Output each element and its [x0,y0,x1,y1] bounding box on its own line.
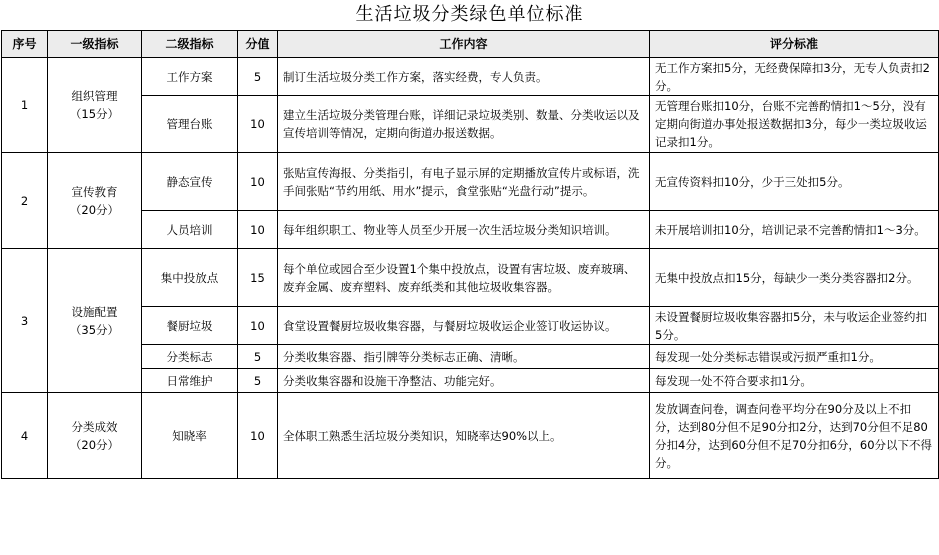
table-row [2,96,939,153]
item-content: 食堂设置餐厨垃圾收集容器，与餐厨垃圾收运企业签订收运协议。 [278,307,650,345]
header-content: 工作内容 [278,31,650,58]
item-points: 10 [238,96,278,153]
item-criteria: 每发现一处不符合要求扣1分。 [650,369,939,393]
item-content: 全体职工熟悉生活垃圾分类知识，知晓率达90%以上。 [278,393,650,479]
item-criteria: 每发现一处分类标志错误或污损严重扣1分。 [650,345,939,369]
header-points: 分值 [238,31,278,58]
header-level2: 二级指标 [142,31,238,58]
item-points: 5 [238,345,278,369]
item-name: 日常维护 [142,369,238,393]
item-criteria: 无集中投放点扣15分，每缺少一类分类容器扣2分。 [650,249,939,307]
table-row [2,393,939,479]
item-points: 10 [238,153,278,211]
group-name: 宣传教育 [71,184,118,199]
item-criteria: 未设置餐厨垃圾收集容器扣5分，未与收运企业签约扣5分。 [650,307,939,345]
item-criteria: 未开展培训扣10分，培训记录不完善酌情扣1～3分。 [650,211,939,249]
standards-table [1,30,939,479]
item-content: 分类收集容器、指引牌等分类标志正确、清晰。 [278,345,650,369]
group-indicator [48,153,142,249]
header-criteria: 评分标准 [650,31,939,58]
header-no: 序号 [2,31,48,58]
item-criteria: 无宣传资料扣10分，少于三处扣5分。 [650,153,939,211]
item-content: 分类收集容器和设施干净整洁、功能完好。 [278,369,650,393]
item-criteria: 无工作方案扣5分，无经费保障扣3分，无专人负责扣2分。 [650,58,939,96]
header-level1: 一级指标 [48,31,142,58]
table-row [2,345,939,369]
group-name: 设施配置 [71,304,118,319]
item-content: 制订生活垃圾分类工作方案，落实经费，专人负责。 [278,58,650,96]
table-row [2,307,939,345]
group-score: （20分） [69,202,120,217]
group-number: 2 [2,153,48,249]
group-score: （20分） [69,437,120,452]
item-name: 集中投放点 [142,249,238,307]
item-content: 每年组织职工、物业等人员至少开展一次生活垃圾分类知识培训。 [278,211,650,249]
item-criteria: 无管理台账扣10分，台账不完善酌情扣1～5分，没有定期向街道办事处报送数据扣3分，每少一类垃圾收运记录扣1分。 [650,96,939,153]
group-indicator [48,393,142,479]
header-row [2,31,939,58]
group-number: 1 [2,58,48,153]
group-indicator [48,58,142,153]
item-points: 10 [238,393,278,479]
group-score: （15分） [69,107,120,121]
item-name: 餐厨垃圾 [142,307,238,345]
group-name: 分类成效 [71,419,118,434]
item-points: 15 [238,249,278,307]
item-content: 张贴宣传海报、分类指引，有电子显示屏的定期播放宣传片或标语，洗手间张贴“节约用纸、用水”提示，食堂张贴“光盘行动”提示。 [278,153,650,211]
table-row [2,249,939,307]
group-number: 3 [2,249,48,393]
table-row [2,153,939,211]
item-points: 5 [238,58,278,96]
table-row [2,369,939,393]
item-name: 分类标志 [142,345,238,369]
item-points: 10 [238,307,278,345]
item-points: 10 [238,211,278,249]
item-name: 静态宣传 [142,153,238,211]
group-score: （35分） [69,322,120,337]
item-name: 工作方案 [142,58,238,96]
document-title: 生活垃圾分类绿色单位标准 [355,4,584,25]
item-criteria: 发放调查问卷，调查问卷平均分在90分及以上不扣分，达到80分但不足90分扣2分，达到70分但不足80分扣4分，达到60分但不足70分扣6分，60分以下不得分。 [650,393,939,479]
table-row [2,58,939,96]
group-indicator [48,249,142,393]
group-number: 4 [2,393,48,479]
group-name: 组织管理 [71,89,118,103]
item-name: 人员培训 [142,211,238,249]
item-content: 建立生活垃圾分类管理台账，详细记录垃圾类别、数量、分类收运以及宣传培训等情况，定期向街道办报送数据。 [278,96,650,153]
item-name: 管理台账 [142,96,238,153]
item-content: 每个单位或园合至少设置1个集中投放点，设置有害垃圾、废弃玻璃、废弃金属、废弃塑料、废弃纸类和其他垃圾收集容器。 [278,249,650,307]
item-points: 5 [238,369,278,393]
table-row [2,211,939,249]
item-name: 知晓率 [142,393,238,479]
